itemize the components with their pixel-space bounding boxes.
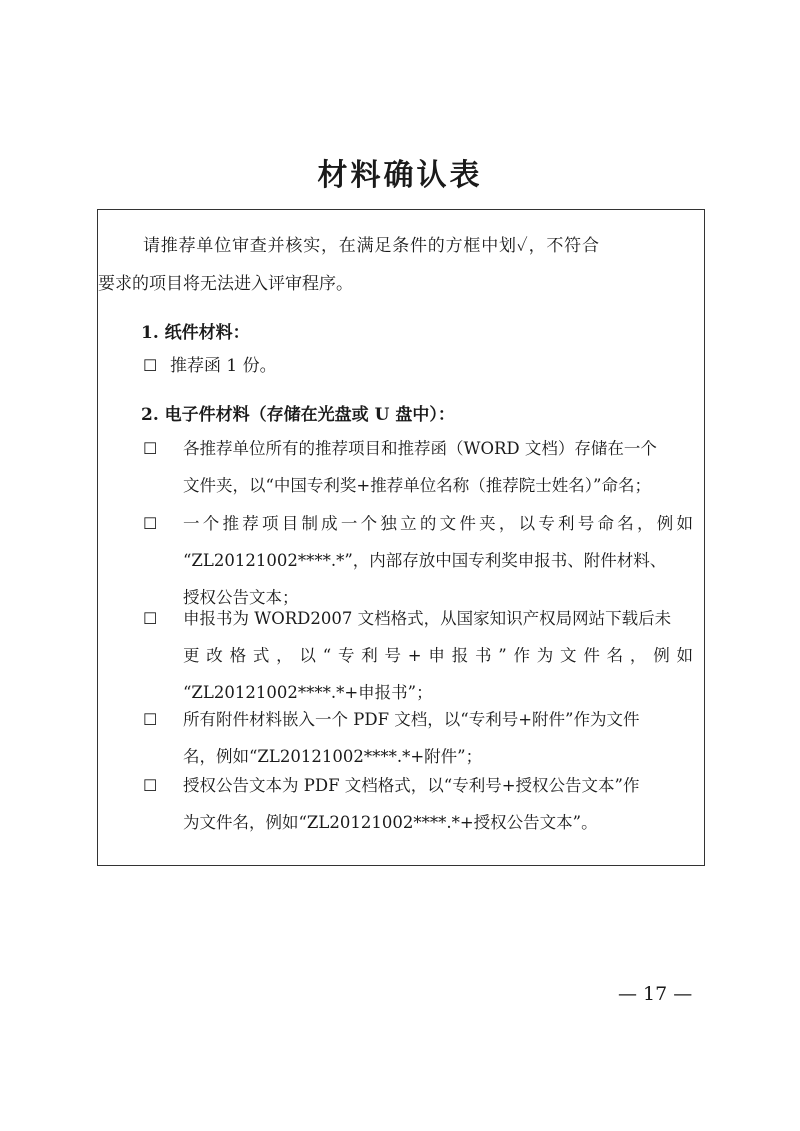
item-line: 所有附件材料嵌入一个 PDF 文档，以“专利号+附件”作为文件 xyxy=(183,710,640,729)
checkbox-item-2[interactable]: ☐ xyxy=(143,514,158,533)
section-1-heading: 1. 纸件材料： xyxy=(141,323,250,343)
item-line: 一个推荐项目制成一个独立的文件夹，以专利号命名，例如 xyxy=(183,514,693,533)
paper-item-text: 推荐函 1 份。 xyxy=(170,356,277,376)
page-title: 材料确认表 xyxy=(317,158,483,193)
item-line: 更改格式，以“专利号+申报书”作为文件名，例如 xyxy=(183,646,693,665)
intro-line-1: 请推荐单位审查并核实，在满足条件的方框中划✓，不符合 xyxy=(143,236,600,256)
checkbox-item-1[interactable]: ☐ xyxy=(143,439,158,458)
section-2-heading: 2. 电子件材料（存储在光盘或 U 盘中）： xyxy=(141,405,455,425)
item-line: 各推荐单位所有的推荐项目和推荐函（WORD 文档）存储在一个 xyxy=(183,439,657,458)
item-line: 为文件名，例如“ZL20121002****.*+授权公告文本”。 xyxy=(183,813,598,832)
item-line: “ZL20121002****.*”，内部存放中国专利奖申报书、附件材料、 xyxy=(183,551,667,570)
item-line: 授权公告文本为 PDF 文档格式，以“专利号+授权公告文本”作 xyxy=(183,776,640,795)
page-number: — 17 — xyxy=(618,983,693,1005)
list-item xyxy=(183,701,693,775)
checkbox-item-5[interactable]: ☐ xyxy=(143,776,158,795)
item-line: 名，例如“ZL20121002****.*+附件”； xyxy=(183,747,483,766)
list-item xyxy=(183,767,693,841)
list-item xyxy=(183,600,693,711)
checkbox-item-4[interactable]: ☐ xyxy=(143,710,158,729)
checkbox-item-3[interactable]: ☐ xyxy=(143,609,158,628)
item-line: 授权公告文本； xyxy=(183,588,299,607)
item-line: 申报书为 WORD2007 文档格式，从国家知识产权局网站下载后未 xyxy=(183,609,672,628)
list-item xyxy=(183,430,693,504)
checkbox-paper-letter[interactable]: ☐ xyxy=(143,356,158,375)
confirmation-box xyxy=(97,209,705,866)
item-line: “ZL20121002****.*+申报书”； xyxy=(183,683,433,702)
intro-line-2: 要求的项目将无法进入评审程序。 xyxy=(98,274,353,294)
item-line: 文件夹，以“中国专利奖+推荐单位名称（推荐院士姓名）”命名； xyxy=(183,476,651,495)
